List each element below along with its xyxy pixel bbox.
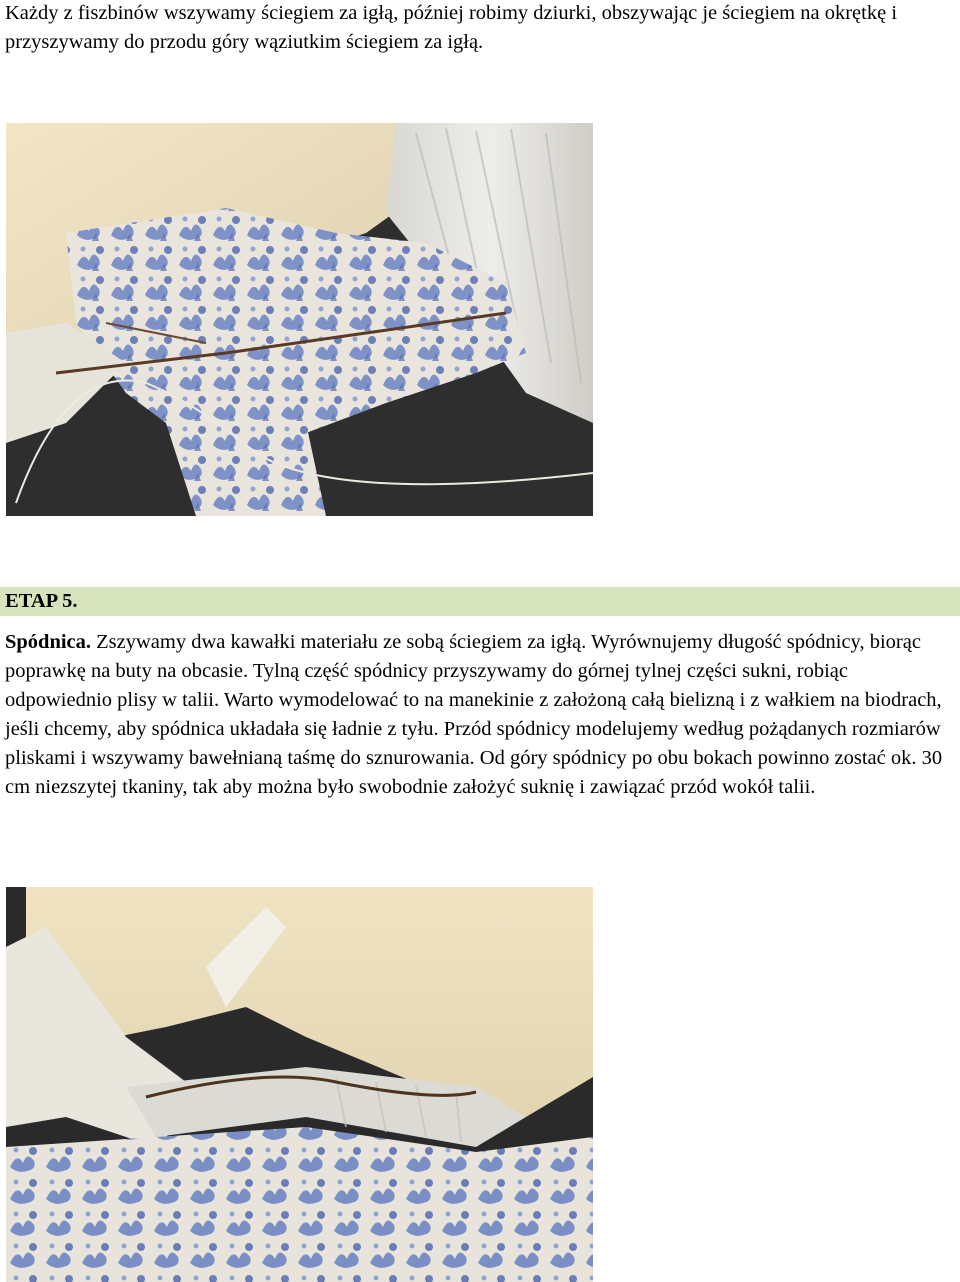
section-title: ETAP 5. (5, 590, 78, 612)
photo-bodice-illustration (6, 123, 593, 516)
photo-bodice-detail (6, 123, 593, 516)
section-paragraph (5, 628, 955, 802)
section-text: Zszywamy dwa kawałki materiału ze sobą ściegiem za igłą. Wyrównujemy długość spódnicy, biorąc poprawkę na buty na obcasie. Tylną część spódnicy przyszywamy do górnej tylnej części sukni, robiąc odpowiednio plisy w talii. Warto wymodelować to na manekinie z założoną całą bielizną i z wałkiem na biodrach, jeśli chcemy, aby spódnica układała się ładnie z tyłu. Przód spódnicy modelujemy według pożądanych rozmiarów pliskami i wszywamy bawełnianą taśmę do sznurowania. Od góry spódnicy po obu bokach powinno zostać ok. 30 cm niezszytej tkaniny, tak aby można było swobodnie założyć suknię i zawiązać przód wokół talii. (5, 631, 943, 798)
section-lead: Spódnica. (5, 631, 92, 653)
intro-paragraph: Każdy z fiszbinów wszywamy ściegiem za igłą, później robimy dziurki, obszywając je ściegiem na okrętkę i przyszywamy do przodu góry wąziutkim ściegiem za igłą. (5, 2, 898, 53)
section-heading-band (0, 587, 960, 616)
photo-skirt-illustration (6, 887, 593, 1282)
photo-skirt-detail (6, 887, 593, 1282)
